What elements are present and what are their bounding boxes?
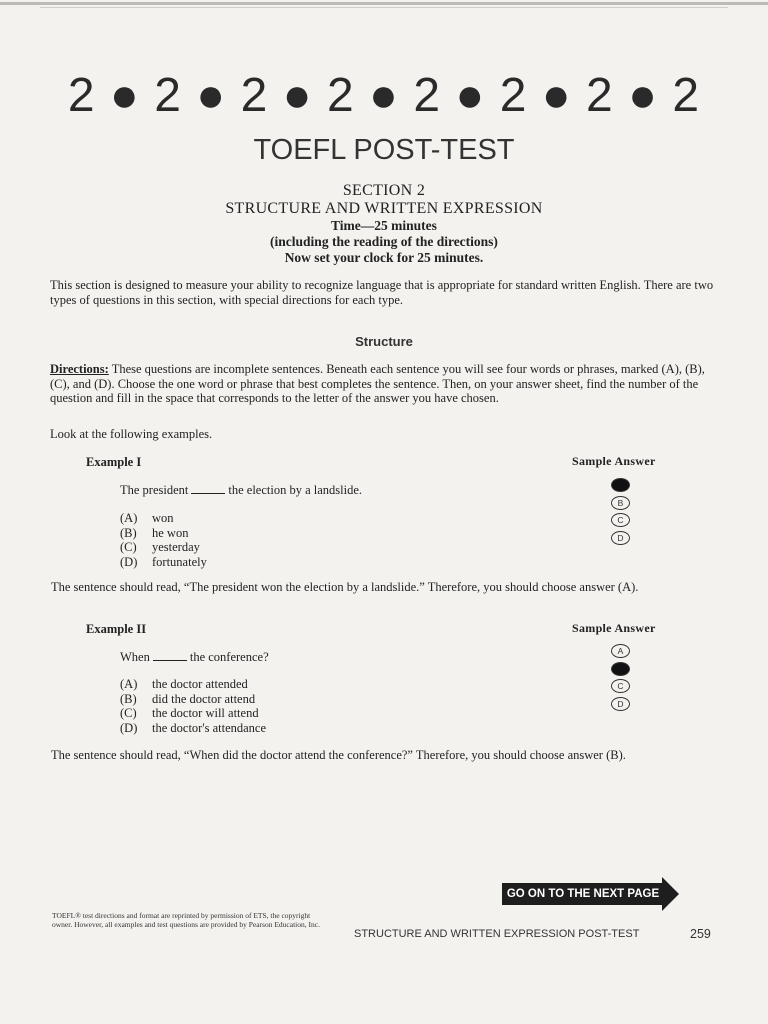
sentence-blank: [191, 484, 225, 494]
example-2-sentence: [120, 650, 269, 665]
sentence-end: the conference?: [189, 650, 269, 664]
choice-d: (D) fortunately: [120, 554, 207, 569]
sentence-blank: [153, 651, 187, 661]
answer-bubble-d: D: [611, 531, 630, 545]
directions-paragraph: [50, 362, 722, 406]
next-page-button[interactable]: [502, 877, 678, 911]
footer-title: STRUCTURE AND WRITTEN EXPRESSION POST-TEST: [354, 928, 640, 940]
answer-bubble-d: D: [611, 697, 630, 711]
choice-c: (C) the doctor will attend: [120, 706, 259, 720]
top-rule-secondary: [40, 7, 728, 8]
example-1-sentence: [120, 483, 362, 498]
section-time: Time—25 minutes: [331, 218, 437, 233]
example-1-explanation: The sentence should read, “The president won the election by a landslide.” Therefore, you should choose answer (A).: [51, 580, 639, 594]
answer-bubble-b: B: [611, 662, 630, 676]
structure-heading: Structure: [355, 334, 413, 349]
top-rule: [0, 2, 768, 5]
choice-b: (B) he won: [120, 525, 189, 540]
answer-bubble-c: C: [611, 679, 630, 693]
example-2-explanation: The sentence should read, “When did the doctor attend the conference?” Therefore, you should choose answer (B).: [51, 748, 626, 762]
answer-bubble-c: C: [611, 513, 630, 527]
directions-label: Directions:: [50, 362, 109, 376]
answer-bubble-a: A: [611, 478, 630, 492]
section-name: STRUCTURE AND WRITTEN EXPRESSION: [225, 200, 543, 217]
example-2-label: Example II: [86, 622, 147, 636]
section-banner: 2 ● 2 ● 2 ● 2 ● 2 ● 2 ● 2 ● 2: [67, 69, 701, 122]
sentence-start: The president: [120, 483, 189, 497]
example-2-choices: [120, 677, 266, 735]
example-1-answer-bubbles: [611, 478, 631, 548]
answer-bubble-a: A: [611, 644, 630, 658]
choice-a: (A) the doctor attended: [120, 677, 248, 691]
section-including: (including the reading of the directions): [270, 234, 498, 249]
copyright-footnote: TOEFL® test directions and format are reprinted by permission of ETS, the copyright owner. However, all examples and test questions are provided by Pearson Education, Inc.: [52, 911, 320, 929]
choice-d: (D) the doctor's attendance: [120, 720, 267, 735]
sentence-end: the election by a landslide.: [228, 483, 363, 497]
example-2-answer-bubbles: [611, 644, 631, 714]
next-page-label: GO ON TO THE NEXT PAGE: [502, 883, 664, 905]
choice-c: (C) yesterday: [120, 540, 200, 554]
look-at-examples: Look at the following examples.: [50, 427, 213, 441]
section-clock: Now set your clock for 25 minutes.: [284, 250, 484, 265]
choice-b: (B) did the doctor attend: [120, 691, 256, 706]
page-title: TOEFL POST-TEST: [253, 134, 515, 166]
sentence-start: When: [120, 650, 150, 664]
arrow-right-icon: [662, 877, 679, 911]
sample-answer-label-1: Sample Answer: [572, 454, 656, 468]
sample-answer-label-2: Sample Answer: [572, 621, 656, 635]
directions-text: These questions are incomplete sentences. Beneath each sentence you will see four words or phrases, marked (A), (B), (C), and (D). Choose the one word or phrase that best completes the sentence. Then, on your answer sheet, find the number of the question and fill in the space that corresponds to the letter of the answer you have chosen.: [50, 362, 705, 405]
section-number: SECTION 2: [342, 182, 426, 199]
page-number: 259: [690, 927, 711, 941]
answer-bubble-b: B: [611, 496, 630, 510]
example-1-label: Example I: [86, 455, 142, 469]
section-header: [0, 182, 768, 266]
choice-a: (A) won: [120, 511, 174, 525]
example-1-choices: [120, 511, 207, 569]
intro-paragraph: This section is designed to measure your ability to recognize language that is appropriate for standard written English. There are two types of questions in this section, with special directions for each type.: [50, 278, 714, 307]
